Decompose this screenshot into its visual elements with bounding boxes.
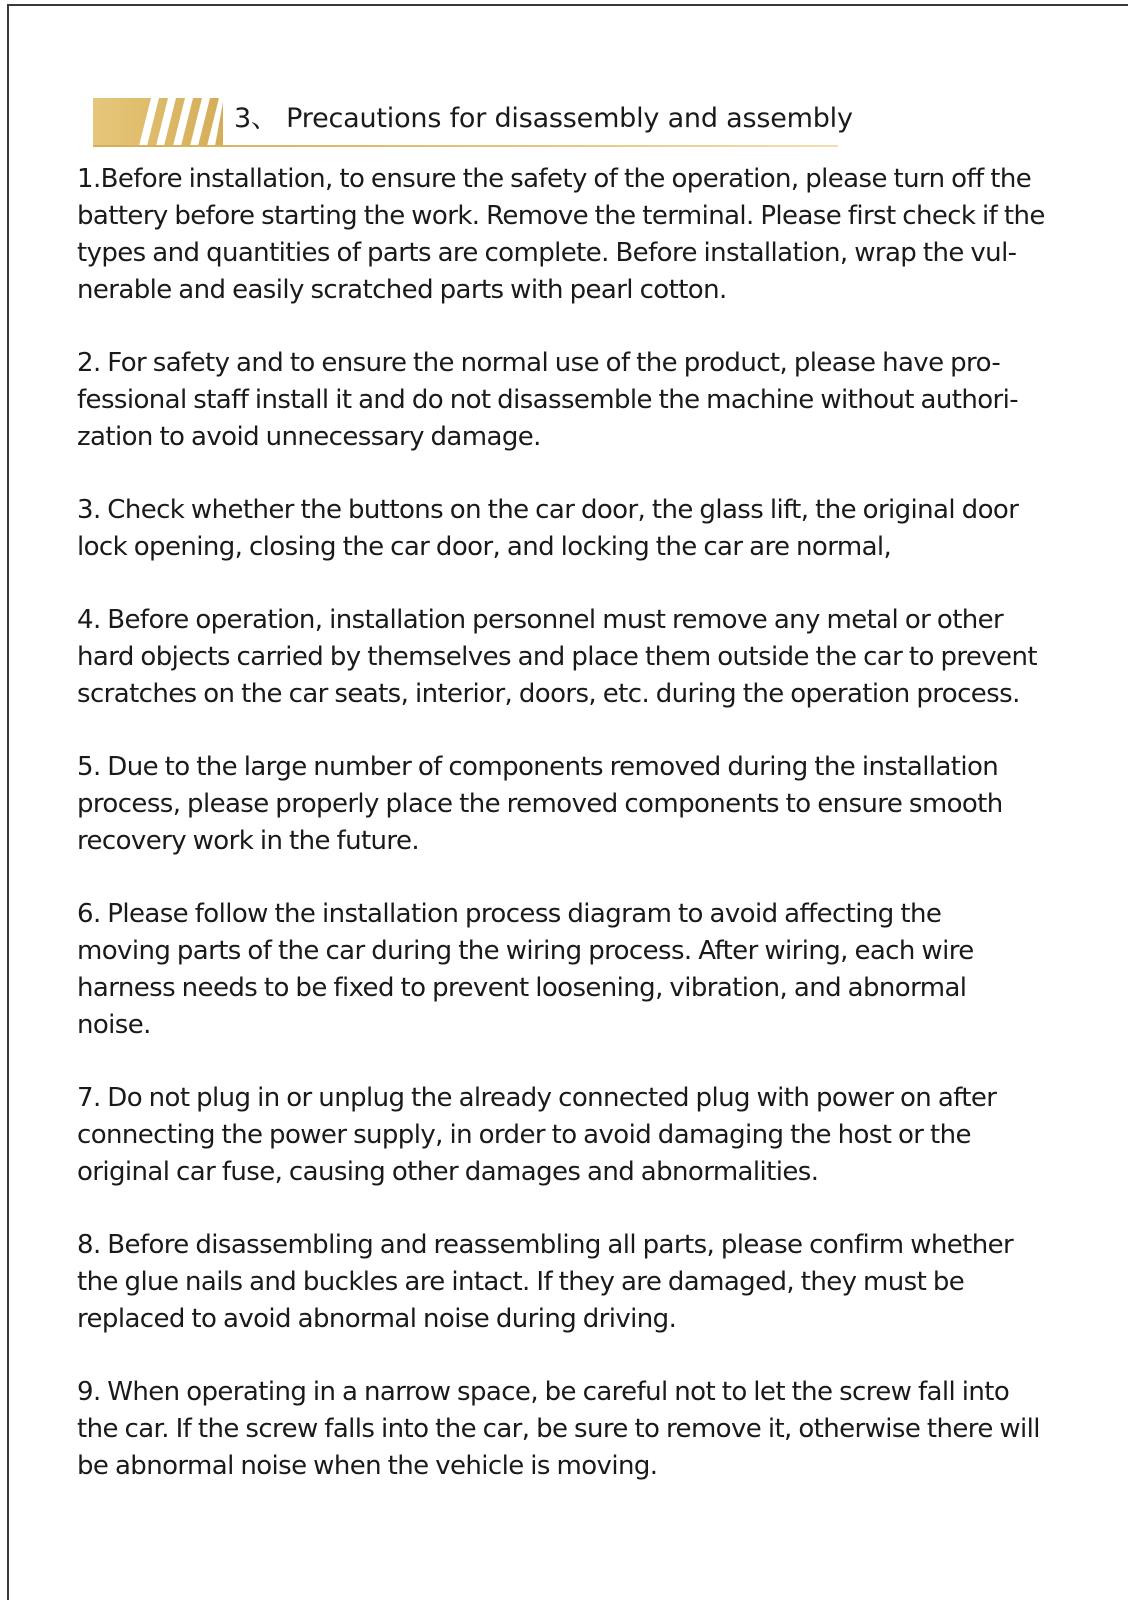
precaution-item-8 bbox=[77, 1227, 1067, 1338]
precautions-list bbox=[77, 161, 1067, 1521]
precaution-line: 9. When operating in a narrow space, be careful not to let the screw fall into bbox=[77, 1377, 1010, 1407]
precaution-line: 2. For safety and to ensure the normal use of the product, please have pro- bbox=[77, 348, 1001, 378]
precaution-line: fessional staff install it and do not disassemble the machine without authori- bbox=[77, 385, 1019, 415]
slash-stripes-icon bbox=[93, 98, 223, 146]
precaution-line: recovery work in the future. bbox=[77, 826, 420, 856]
section-header bbox=[93, 98, 853, 148]
section-number: 3、 bbox=[234, 103, 278, 134]
precaution-line: the glue nails and buckles are intact. If they are damaged, they must be bbox=[77, 1267, 965, 1297]
precaution-item-7 bbox=[77, 1080, 1067, 1191]
precaution-line: nerable and easily scratched parts with pearl cotton. bbox=[77, 275, 727, 305]
precaution-line: harness needs to be fixed to prevent loosening, vibration, and abnormal bbox=[77, 973, 967, 1003]
precaution-line: 8. Before disassembling and reassembling all parts, please confirm whether bbox=[77, 1230, 1014, 1260]
precaution-line: 3. Check whether the buttons on the car door, the glass lift, the original door bbox=[77, 495, 1019, 525]
precaution-line: types and quantities of parts are complete. Before installation, wrap the vul- bbox=[77, 238, 1017, 268]
precaution-item-4 bbox=[77, 602, 1067, 713]
precaution-line: 4. Before operation, installation personnel must remove any metal or other bbox=[77, 605, 1004, 635]
precaution-line: 7. Do not plug in or unplug the already connected plug with power on after bbox=[77, 1083, 997, 1113]
section-title-text: Precautions for disassembly and assembly bbox=[286, 103, 853, 134]
precaution-line: hard objects carried by themselves and place them outside the car to prevent bbox=[77, 642, 1037, 672]
precaution-line: noise. bbox=[77, 1010, 151, 1040]
header-underline bbox=[93, 145, 838, 147]
precaution-line: process, please properly place the removed components to ensure smooth bbox=[77, 789, 1003, 819]
precaution-item-2 bbox=[77, 345, 1067, 456]
precaution-item-5 bbox=[77, 749, 1067, 860]
precaution-line: lock opening, closing the car door, and locking the car are normal, bbox=[77, 532, 892, 562]
precaution-line: 6. Please follow the installation process diagram to avoid affecting the bbox=[77, 899, 942, 929]
precaution-item-6 bbox=[77, 896, 1067, 1044]
precaution-line: 5. Due to the large number of components removed during the installation bbox=[77, 752, 999, 782]
precaution-item-9 bbox=[77, 1374, 1067, 1485]
precaution-line: moving parts of the car during the wiring process. After wiring, each wire bbox=[77, 936, 974, 966]
precaution-line: be abnormal noise when the vehicle is moving. bbox=[77, 1451, 658, 1481]
precaution-line: 1.Before installation, to ensure the safety of the operation, please turn off the bbox=[77, 164, 1032, 194]
section-title bbox=[234, 101, 853, 137]
precaution-line: battery before starting the work. Remove the terminal. Please first check if the bbox=[77, 201, 1045, 231]
precaution-line: the car. If the screw falls into the car, be sure to remove it, otherwise there will bbox=[77, 1414, 1040, 1444]
precaution-line: replaced to avoid abnormal noise during driving. bbox=[77, 1304, 677, 1334]
precaution-line: zation to avoid unnecessary damage. bbox=[77, 422, 541, 452]
precaution-item-1 bbox=[77, 161, 1067, 309]
precaution-line: scratches on the car seats, interior, doors, etc. during the operation process. bbox=[77, 679, 1020, 709]
precaution-line: connecting the power supply, in order to avoid damaging the host or the bbox=[77, 1120, 971, 1150]
precaution-line: original car fuse, causing other damages and abnormalities. bbox=[77, 1157, 819, 1187]
precaution-item-3 bbox=[77, 492, 1067, 566]
